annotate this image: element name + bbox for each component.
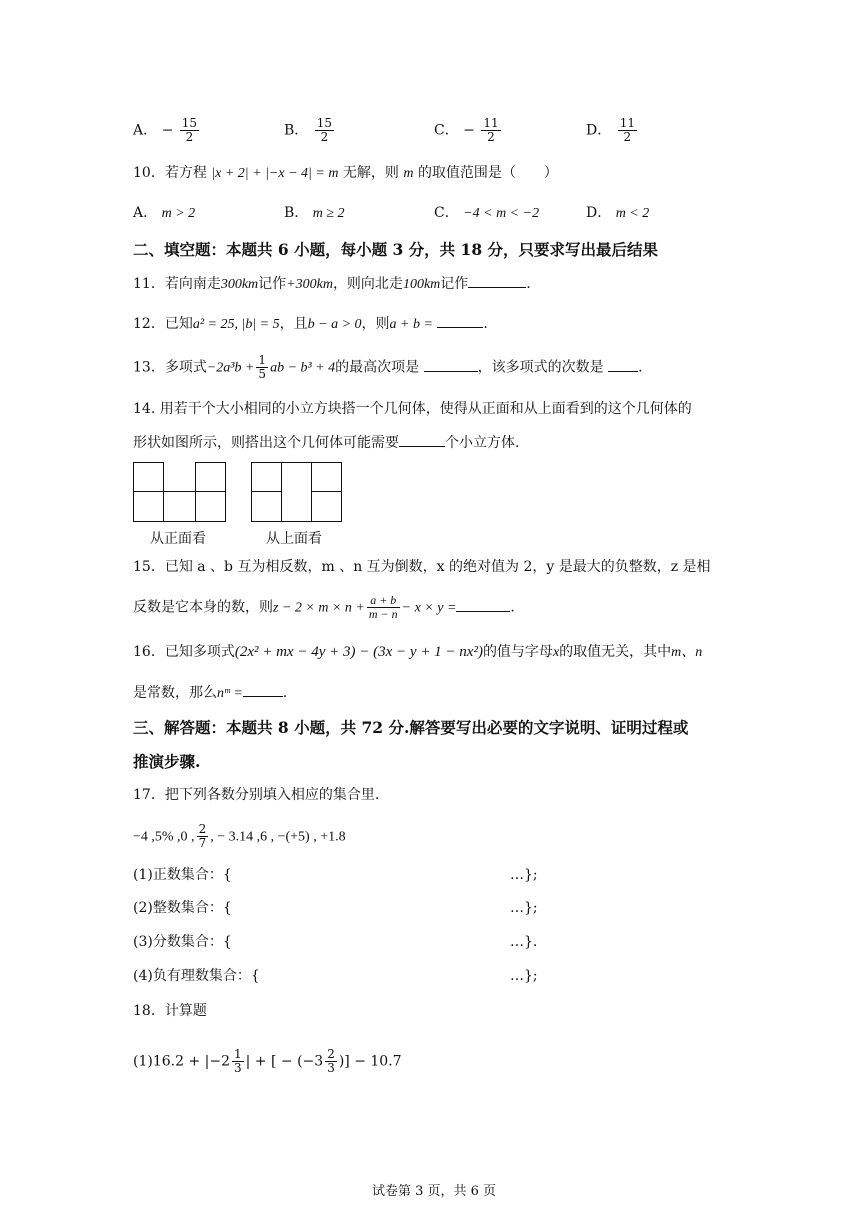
numerator: 1 (234, 1047, 242, 1061)
value: +300km (286, 277, 333, 292)
equation: |x + 2| + |−x − 4| = m (211, 166, 339, 181)
set-end: …}; (510, 900, 538, 916)
text: . (282, 685, 288, 701)
fraction (197, 823, 209, 850)
denominator: 2 (623, 130, 632, 144)
expression: (1)16.2 + (133, 1053, 201, 1070)
text: 个小立方体. (445, 435, 520, 451)
expression: ab − b³ + 4 (270, 360, 336, 376)
answer-blank[interactable] (243, 682, 283, 697)
q10-option-b (284, 203, 345, 224)
set-label: (3)分数集合：{ (133, 934, 232, 950)
cube-cell (311, 491, 342, 522)
expression: a + b = (389, 317, 433, 332)
q16-line2 (133, 682, 287, 704)
top-view-figure (251, 462, 342, 522)
set-end: …}. (510, 934, 538, 950)
minus-sign: − (161, 122, 174, 139)
fraction (180, 117, 199, 144)
option-label: A． (133, 122, 158, 139)
q15-line1: 15．已知 a 、b 互为相反数，m 、n 互为倒数，x 的绝对值为 2，y 是最大的负整数，z 是相 (133, 559, 711, 575)
cube-cell (251, 491, 282, 522)
option-value: m > 2 (161, 206, 196, 221)
answer-blank[interactable] (399, 432, 445, 447)
answer-blank[interactable] (456, 597, 510, 612)
variable: x (552, 645, 560, 660)
option-value: m ≥ 2 (312, 206, 345, 221)
cube-cell (195, 491, 226, 522)
text: 的取值范围是（ ） (417, 165, 558, 181)
text: 无解，则 (342, 165, 399, 181)
cube-cell (133, 462, 164, 492)
option-value: m < 2 (615, 206, 650, 221)
expression: b − a > 0 (307, 317, 362, 332)
fraction (481, 117, 500, 144)
text: . (526, 276, 531, 292)
q9-option-a (133, 117, 201, 144)
text: 形状如图所示，则搭出这个几何体可能需要 (133, 435, 399, 451)
text: 的最高次项是 (335, 359, 420, 376)
expression: z − 2 × m × n + (273, 600, 365, 616)
q10-stem (133, 163, 558, 184)
text: ，该多项式的次数是 (477, 359, 604, 376)
q17-set-fraction (133, 932, 232, 952)
expression: nᵐ = (217, 686, 243, 701)
value: 100km (402, 277, 441, 292)
text: 11．若向南走 (133, 276, 221, 292)
numerator: 15 (316, 116, 333, 130)
fraction (325, 1048, 337, 1075)
numerator: 11 (483, 116, 499, 130)
q18-part1 (133, 1048, 402, 1075)
front-view-caption: 从正面看 (150, 531, 206, 547)
denominator: 2 (487, 130, 495, 144)
question-number: 10． (133, 165, 165, 181)
q11 (133, 273, 531, 295)
set-end: …}; (510, 968, 538, 984)
q10-option-d (586, 203, 649, 224)
q15-line2 (133, 594, 515, 621)
q13 (133, 354, 643, 381)
page-footer: 试卷第 3 页，共 6 页 (371, 1184, 497, 1199)
option-label: C． (434, 122, 459, 139)
denominator: 2 (320, 130, 329, 144)
q10-option-c (434, 203, 539, 224)
number-list: −4 ,5% ,0 , (133, 829, 195, 845)
q9-option-c (434, 117, 503, 144)
q14-line2 (133, 432, 519, 453)
denominator: 3 (327, 1061, 335, 1075)
q16-line1 (133, 642, 702, 663)
variable: m (403, 166, 414, 181)
cube-cell (311, 462, 342, 492)
fraction (367, 594, 400, 621)
expression: −2a³b + (206, 360, 255, 376)
text: ，则向北走 (332, 276, 403, 292)
set-end: …}; (510, 867, 538, 883)
set-label: (2)整数集合：{ (133, 900, 232, 916)
expression: (2x² + mx − 4y + 3) − (3x − y + 1 − nx²) (234, 644, 483, 660)
text: 反数是它本身的数，则 (133, 599, 273, 616)
denominator: 7 (198, 836, 207, 850)
section-heading-solutions-2: 推演步骤. (133, 752, 201, 771)
q17-numbers (133, 823, 346, 850)
fraction (315, 117, 334, 144)
numerator: 2 (198, 822, 207, 836)
q17-set-negative-rational (133, 966, 260, 986)
text: 的值与字母 (482, 644, 553, 660)
expression: | + [ − (−3 (245, 1053, 324, 1070)
front-view-figure (133, 462, 226, 522)
fraction (618, 117, 637, 144)
numerator: 15 (181, 116, 198, 130)
text: 是常数，那么 (133, 685, 217, 701)
numerator: a + b (367, 594, 400, 608)
q9-option-d (586, 117, 639, 144)
option-label: B． (284, 122, 309, 139)
value: 300km (220, 277, 259, 292)
section-heading-solutions-1: 三、解答题：本题共 8 小题，共 72 分.解答要写出必要的文字说明、证明过程或 (133, 718, 689, 737)
top-view-caption: 从上面看 (266, 531, 322, 547)
text: ，且 (279, 316, 308, 332)
answer-blank[interactable] (608, 357, 638, 372)
text: . (638, 359, 643, 376)
set-label: (4)负有理数集合：{ (133, 968, 260, 984)
q12 (133, 313, 488, 335)
denominator: 3 (234, 1061, 242, 1075)
denominator: 2 (185, 130, 194, 144)
numerator: 2 (327, 1047, 335, 1061)
cube-cell (163, 491, 196, 522)
answer-blank[interactable] (437, 313, 483, 328)
text: 16．已知多项式 (133, 644, 235, 660)
q18-title: 18．计算题 (133, 1003, 207, 1019)
option-value: −4 < m < −2 (463, 206, 540, 221)
option-label: D． (586, 122, 612, 139)
option-label: D． (586, 205, 612, 221)
answer-blank[interactable] (468, 273, 526, 288)
cube-cell (195, 462, 226, 492)
text: 记作 (258, 276, 287, 292)
denominator: m − n (368, 607, 398, 621)
q14-line1: 14. 用若干个大小相同的小立方块搭一个几何体，使得从正面和从上面看到的这个几何体的 (133, 401, 692, 417)
q9-option-b (284, 117, 336, 144)
text: ，则 (361, 316, 390, 332)
expression: − x × y = (401, 600, 457, 616)
text: 若方程 (164, 165, 207, 181)
text: . (510, 599, 515, 616)
section-heading-fill-in: 二、填空题：本题共 6 小题，每小题 3 分，共 18 分，只要求写出最后结果 (133, 240, 659, 259)
cube-cell (133, 491, 164, 522)
numerator: 11 (619, 116, 635, 130)
text: 12．已知 (133, 316, 193, 332)
q17-set-integer (133, 898, 232, 918)
minus-sign: − (463, 122, 475, 139)
fraction (256, 354, 268, 381)
text: 的取值无关，其中 (559, 644, 672, 660)
q17-title: 17．把下列各数分别填入相应的集合里. (133, 787, 380, 803)
text: 13．多项式 (133, 359, 207, 376)
q17-set-positive (133, 865, 573, 885)
cube-cell (251, 462, 282, 492)
numerator: 1 (258, 353, 267, 367)
option-label: A． (133, 205, 158, 221)
expression: |−2 (204, 1053, 230, 1070)
option-label: C． (434, 205, 459, 221)
option-label: B． (284, 205, 309, 221)
answer-blank[interactable] (424, 357, 478, 372)
cube-cell (281, 462, 312, 522)
text: . (483, 316, 488, 332)
q10-option-a (133, 203, 195, 224)
expression: )] − 10.7 (338, 1053, 402, 1070)
variables: m、n (671, 645, 703, 660)
denominator: 5 (258, 367, 267, 381)
number-list: , − 3.14 ,6 , −(+5) , +1.8 (210, 829, 346, 845)
set-label: (1)正数集合：{ (133, 867, 232, 883)
fraction (232, 1048, 244, 1075)
expression: a² = 25, |b| = 5 (192, 317, 280, 332)
text: 记作 (440, 276, 469, 292)
